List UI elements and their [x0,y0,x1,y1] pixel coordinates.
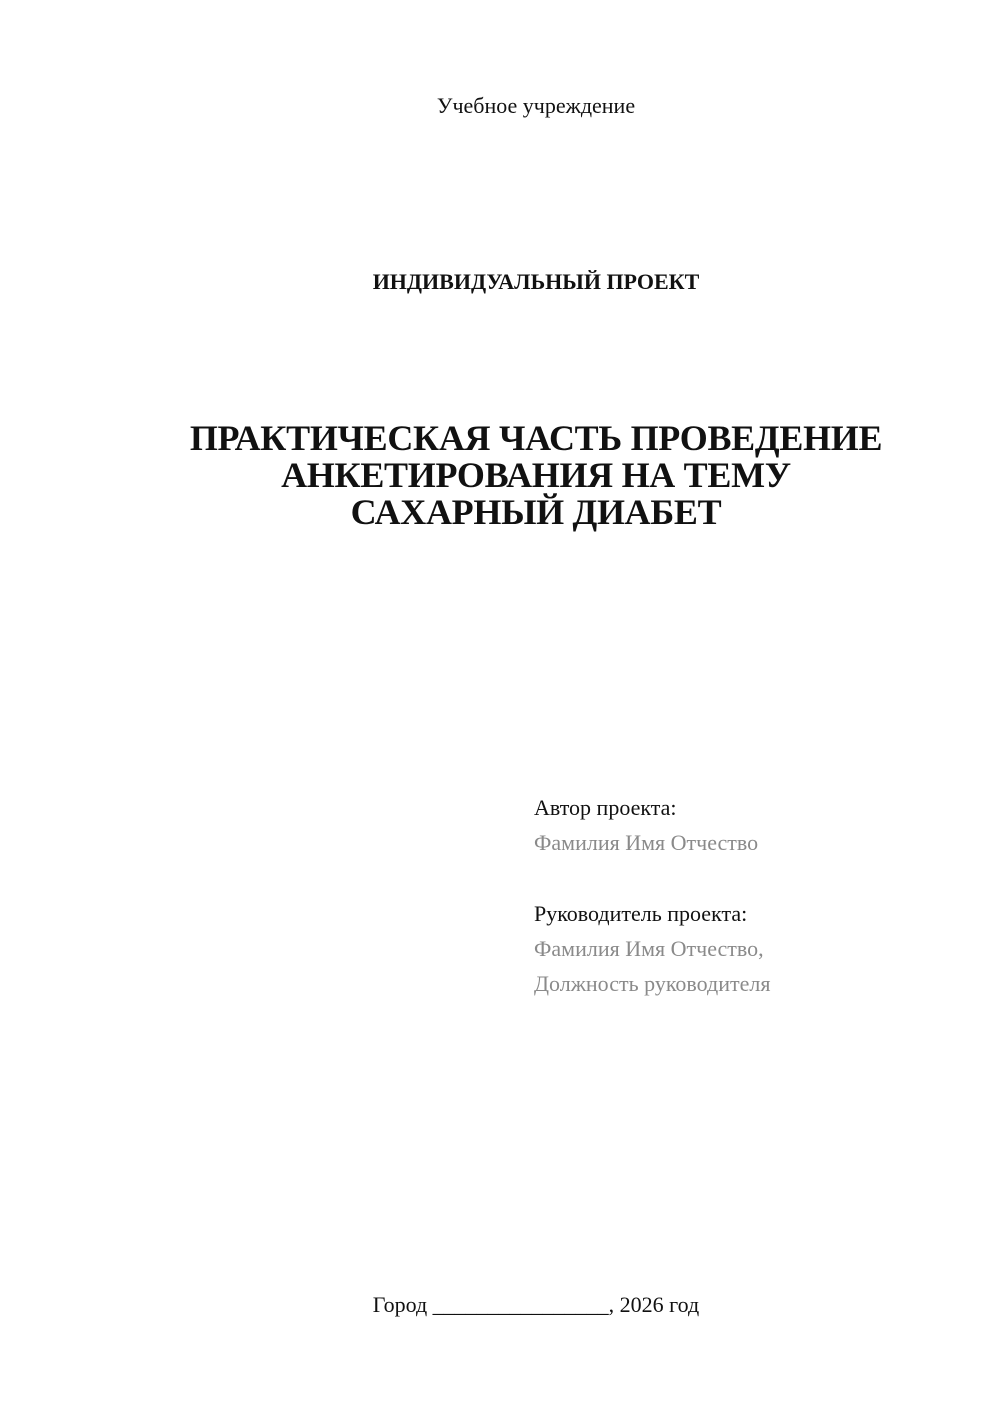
author-name: Фамилия Имя Отчество [534,830,759,855]
supervisor-name: Фамилия Имя Отчество, [534,936,764,961]
supervisor-label: Руководитель проекта: [534,901,748,926]
city-year-footer: Город ________________, 2026 год [372,1292,700,1317]
project-title-line-1: ПРАКТИЧЕСКАЯ ЧАСТЬ ПРОВЕДЕНИЕ [189,418,883,458]
project-title-line-3: САХАРНЫЙ ДИАБЕТ [350,492,722,532]
institution-name: Учебное учреждение [436,93,636,118]
credits-spacer [534,860,974,896]
supervisor-position: Должность руководителя [534,971,771,996]
document-type-heading: ИНДИВИДУАЛЬНЫЙ ПРОЕКТ [372,269,700,294]
project-title-line-2: АНКЕТИРОВАНИЯ НА ТЕМУ [281,455,791,495]
project-credits [534,790,974,1001]
author-label: Автор проекта: [534,795,677,820]
project-title [140,420,932,531]
